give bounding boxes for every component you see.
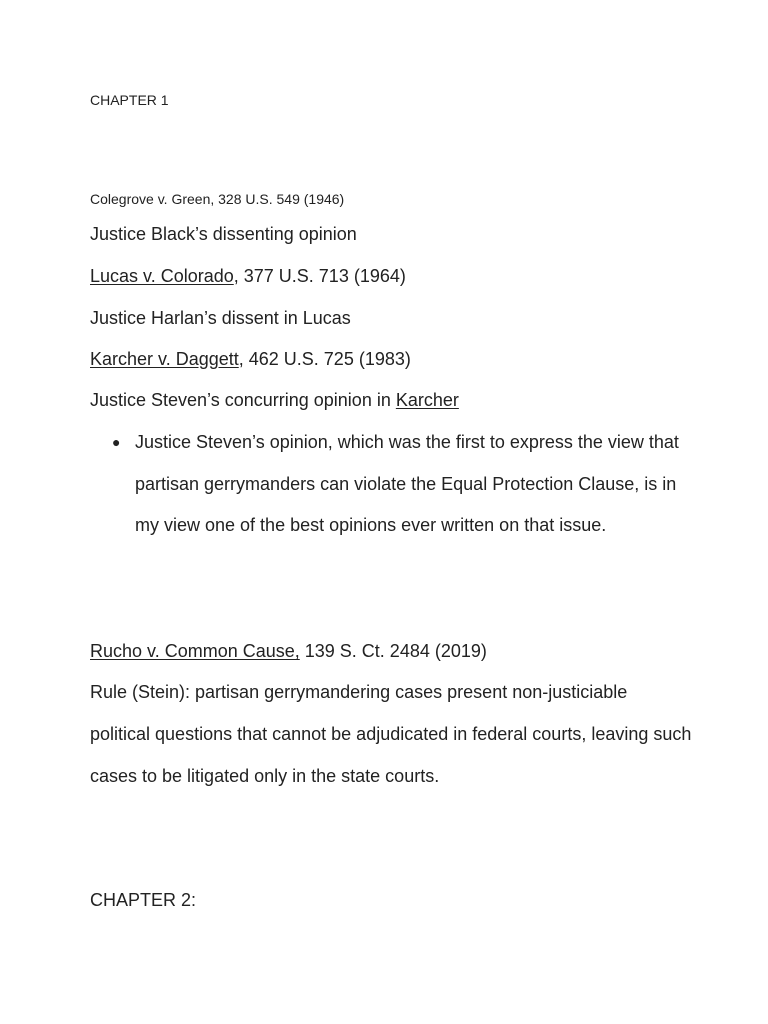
- rucho-citation: [90, 640, 487, 662]
- rule-line: cases to be litigated only in the state courts.: [90, 766, 440, 786]
- steven-concurring-line: [90, 389, 459, 411]
- karcher-citation-text: , 462 U.S. 725 (1983): [238, 349, 411, 369]
- lucas-citation-text: , 377 U.S. 713 (1964): [233, 266, 406, 286]
- rucho-citation-text: 139 S. Ct. 2484 (2019): [299, 641, 487, 661]
- lucas-case-name: Lucas v. Colorado: [90, 266, 234, 286]
- lucas-citation: [90, 265, 406, 287]
- rule-line: Rule (Stein): partisan gerrymandering cases present non-justiciable: [90, 682, 628, 702]
- bullet-line: Justice Steven’s opinion, which was the first to express the view that: [135, 432, 679, 452]
- karcher-citation: [90, 348, 411, 370]
- steven-concurring-prefix: Justice Steven’s concurring opinion in: [90, 390, 396, 410]
- black-dissent-line: Justice Black’s dissenting opinion: [90, 224, 357, 244]
- bullet-line: partisan gerrymanders can violate the Equal Protection Clause, is in: [135, 474, 677, 494]
- karcher-case-name: Karcher v. Daggett: [90, 349, 239, 369]
- bullet-line: my view one of the best opinions ever written on that issue.: [135, 515, 607, 535]
- rule-line: political questions that cannot be adjudicated in federal courts, leaving such: [90, 724, 692, 744]
- karcher-reference: Karcher: [395, 390, 459, 410]
- chapter-1-heading: CHAPTER 1: [90, 92, 169, 108]
- harlan-dissent-line: Justice Harlan’s dissent in Lucas: [90, 308, 351, 328]
- chapter-2-heading: CHAPTER 2:: [90, 890, 197, 910]
- rucho-case-name: Rucho v. Common Cause,: [90, 641, 300, 661]
- bullet-marker: ●: [112, 434, 121, 450]
- colegrove-citation: Colegrove v. Green, 328 U.S. 549 (1946): [90, 191, 345, 207]
